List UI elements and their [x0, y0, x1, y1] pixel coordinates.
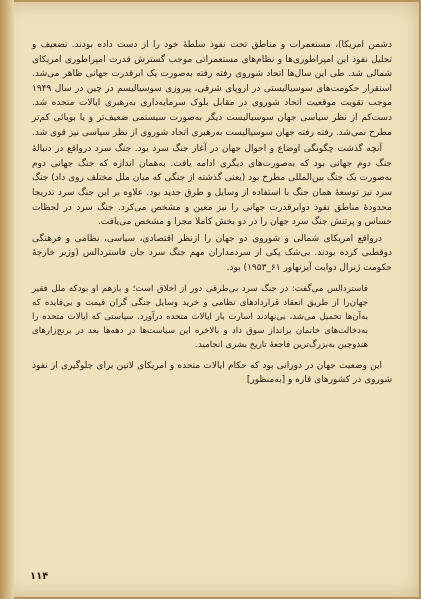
book-spine-shadow	[0, 0, 14, 599]
page-number: ۱۱۴	[30, 571, 49, 582]
page-text-body	[32, 38, 392, 390]
paragraph-1: دشمن امریکا)، مستعمرات و مناطق تحت نفوذ سلطهٔ خود را از دست داده بودند. تضعیف و تحلیل نفوذ این امپراطوری‌ها و نظام‌های مستعمراتی موجب گسترش قدرت امپراطوری امریکای شمالی شد. طی این سال‌ها اتحاد شوروی رفته رفته به‌صورت یک ابرقدرت جهانی ظاهر می‌شد. استقرار حکومت‌های سوسیالیستی در اروپای شرقی، پیروزی سوسیالیسم در چین در سال ۱۹۴۹ موجب تقویت موقعیت اتحاد شوروی در مقابل بلوک سرمایه‌داری به‌رهبری ایالات متحده شد. دست‌کم از نظر سیاسی جهان سوسیالیست دیگر به‌صورت سیستمی ضعیف‌تر و یا بویائی کم‌تر مطرح نمی‌شد. رفته رفته جهان سوسیالیست به‌رهبری اتحاد شوروی از نظر سیاسی نیز قوی شد.	[31, 40, 392, 138]
paragraph-2: آنچه گذشت چگونگی اوضاع و احوال جهان در آغاز جنگ سرد بود. جنگ سرد درواقع در دنبالهٔ جنگ دوم جهانی بود که به‌صورت‌های دیگری ادامه یافت. به‌همان اندازه که جنگ جهانی دوم به‌صورت یک جنگ بین‌المللی مطرح بود (یعنی گذشته از جنگی که میان ملل مختلف روی داد) جنگ سرد نیز توسعهٔ همان جنگ با استفاده از وسایل و طرق جدید بود. علاوه بر این جنگ سرد تدریجا محدودهٔ مناطق نفوذ دوابرقدرت جهانی را نیز معین و مشخص می‌کرد. جنگ سرد در لحظات حساس و پرتنش جنگ سرد جهان را در دو بخش کاملا مجزا و مشخص می‌یافت.	[32, 144, 392, 228]
paragraph-3: درواقع امریکای شمالی و شوروی دو جهان را ازنظر اقتصادی، سیاسی، نظامی و فرهنگی دوقطبی کرده بودند. بی‌شک یکی از سردمداران مهم جنگ سرد جان فاستردالس (وزیر خارجهٔ حکومت ژنرال دوایت آیزنهاور ۶۱_۱۹۵۳) بود.	[32, 233, 392, 273]
closing-paragraph: این وضعیت جهان در دورانی بود که حکام ایالات متحده و امریکای لاتین برای جلوگیری از نفوذ شوروی در کشورهای قاره و [به‌منظور]	[32, 360, 392, 386]
quotation-block: فاستردالس می‌گفت: در جنگ سرد بی‌طرفی دور از اخلاق است؛ و بازهم او بودکه ملل فقیر جهان‌را از طریق انعقاد قراردادهای نظامی و خرید وسایل جنگی گران قیمت و بی‌فایده که به‌آن‌ها تحمیل می‌شد، بی‌نهادند اسارت بار ایالات متحده درآورد. سیاستی که ایالات متحده را به‌دخالت‌های خانمان برانداز سوق داد و بالاخره این سیاست‌ها در دهه‌ها بعد در برنج‌زارهای هندوچین به‌بزرگ‌ترین فاجعهٔ تاریخ بشری انجامید.	[32, 283, 368, 351]
